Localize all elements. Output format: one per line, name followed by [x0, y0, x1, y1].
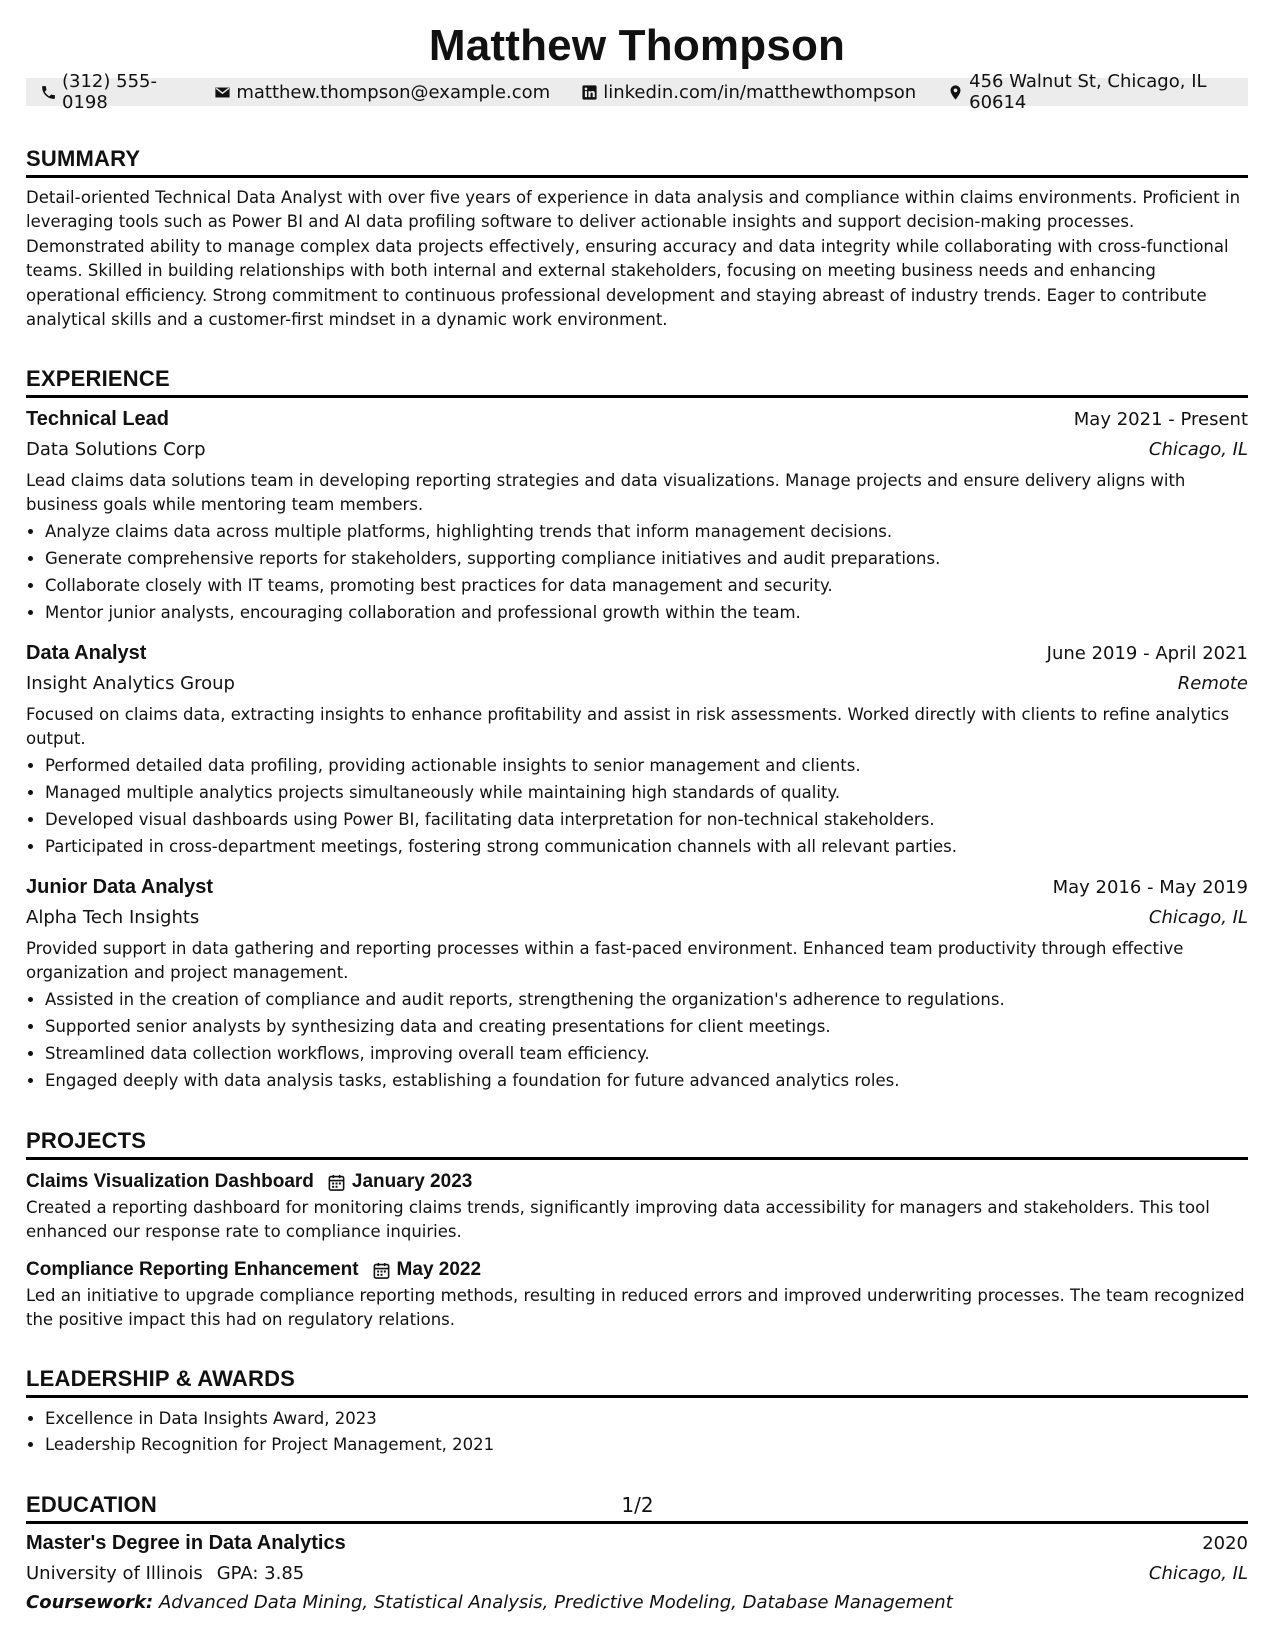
- job-bullets: [26, 986, 1248, 1094]
- contact-address[interactable]: [933, 71, 1248, 113]
- job-title: Data Analyst: [26, 642, 147, 665]
- education-heading: EDUCATION: [26, 1492, 1248, 1524]
- graduation-year: 2020: [1202, 1533, 1248, 1555]
- job-entry: [26, 872, 1248, 1094]
- experience-heading: EXPERIENCE: [26, 366, 1248, 398]
- project-entry: [26, 1168, 1248, 1244]
- school-location: Chicago, IL: [1148, 1563, 1248, 1585]
- job-description: Lead claims data solutions team in developing reporting strategies and data visualizations. Manage projects and ensure delivery aligns with business goals while mentoring team members.: [26, 471, 1186, 515]
- job-bullet: • Supported senior analysts by synthesizing data and creating presentations for client meetings.: [45, 1013, 1248, 1040]
- awards-list: [26, 1406, 1248, 1458]
- coursework-list: Advanced Data Mining, Statistical Analysis, Predictive Modeling, Database Management: [158, 1592, 953, 1614]
- job-bullet: • Generate comprehensive reports for stakeholders, supporting compliance initiatives and audit preparations.: [45, 545, 1248, 572]
- projects-section: [26, 1128, 1248, 1332]
- resume-page: [26, 18, 1248, 1617]
- project-date: May 2022: [396, 1259, 482, 1281]
- awards-section: [26, 1366, 1248, 1458]
- job-company: Insight Analytics Group: [26, 673, 235, 695]
- summary-text: Detail-oriented Technical Data Analyst with over five years of experience in data analysis and compliance within claims environments. Proficient in leveraging tools such as Power BI and AI data profiling software to deliver actionable insights and support decision-making processes. Demonstrated ability to manage complex data projects effectively, ensuring accuracy and data integrity while collaborating with cross-functional teams. Skilled in building relationships with both internal and external stakeholders, focusing on meeting business needs and enhancing operational efficiency. Strong commitment to continuous professional development and staying abreast of industry trends. Eager to contribute analytical skills and a customer-first mindset in a dynamic work environment.: [26, 188, 1241, 330]
- job-dates: May 2021 - Present: [1073, 409, 1248, 431]
- gpa: GPA: 3.85: [216, 1563, 305, 1585]
- project-description: Led an initiative to upgrade compliance reporting methods, resulting in reduced errors and improved underwriting processes. The team recognized the positive impact this had on regulatory relations.: [26, 1286, 1245, 1330]
- degree-name: Master's Degree in Data Analytics: [26, 1532, 346, 1555]
- coursework-label: Coursework:: [26, 1592, 154, 1614]
- job-bullets: [26, 752, 1248, 860]
- page-number: 1/2: [621, 1493, 654, 1517]
- job-bullet: • Streamlined data collection workflows, improving overall team efficiency.: [45, 1040, 1248, 1067]
- project-description: Created a reporting dashboard for monitoring claims trends, significantly improving data accessibility for managers and stakeholders. This tool enhanced our response rate to compliance inquiries.: [26, 1198, 1210, 1242]
- job-bullet: • Mentor junior analysts, encouraging collaboration and professional growth within the team.: [45, 599, 1248, 626]
- contact-bar: [26, 71, 1248, 113]
- job-company: Alpha Tech Insights: [26, 907, 200, 929]
- job-title: Technical Lead: [26, 408, 170, 431]
- job-bullet: • Developed visual dashboards using Power BI, facilitating data interpretation for non-technical stakeholders.: [45, 806, 1248, 833]
- contact-address-text: 456 Walnut St, Chicago, IL 60614: [969, 71, 1207, 113]
- projects-heading: PROJECTS: [26, 1128, 1248, 1160]
- job-description: Provided support in data gathering and reporting processes within a fast-paced environment. Enhanced team productivity through effective organization and project management.: [26, 939, 1184, 983]
- project-name: Compliance Reporting Enhancement: [26, 1259, 359, 1281]
- map-pin-icon: [947, 84, 964, 101]
- school-name: University of Illinois: [26, 1563, 203, 1585]
- phone-icon: [40, 84, 57, 101]
- award-item: • Excellence in Data Insights Award, 2023: [45, 1406, 1248, 1432]
- job-bullet: • Assisted in the creation of compliance and audit reports, strengthening the organization's adherence to regulations.: [45, 986, 1248, 1013]
- job-dates: May 2016 - May 2019: [1052, 877, 1248, 899]
- candidate-name: Matthew Thompson: [428, 21, 846, 70]
- project-entry: [26, 1256, 1248, 1332]
- job-location: Remote: [1177, 673, 1248, 695]
- job-bullet: • Analyze claims data across multiple platforms, highlighting trends that inform management decisions.: [45, 518, 1248, 545]
- envelope-icon: [214, 84, 231, 101]
- job-bullets: [26, 518, 1248, 626]
- contact-linkedin-text: linkedin.com/in/matthewthompson: [603, 81, 917, 103]
- contact-phone[interactable]: [26, 71, 200, 113]
- summary-heading: SUMMARY: [26, 146, 1248, 178]
- linkedin-icon: [581, 84, 598, 101]
- award-item: • Leadership Recognition for Project Management, 2021: [45, 1432, 1248, 1458]
- job-location: Chicago, IL: [1148, 439, 1248, 461]
- job-entry: [26, 638, 1248, 860]
- contact-email-text: matthew.thompson@example.com: [236, 81, 551, 103]
- contact-email[interactable]: [200, 78, 567, 106]
- job-dates: June 2019 - April 2021: [1046, 643, 1248, 665]
- job-bullet: • Participated in cross-department meetings, fostering strong communication channels with all relevant parties.: [45, 833, 1248, 860]
- job-description: Focused on claims data, extracting insights to enhance profitability and assist in risk assessments. Worked directly with clients to refine analytics output.: [26, 705, 1230, 749]
- job-title: Junior Data Analyst: [26, 876, 214, 899]
- project-date: January 2023: [351, 1171, 473, 1193]
- experience-section: [26, 366, 1248, 1094]
- contact-linkedin[interactable]: [567, 78, 933, 106]
- job-company: Data Solutions Corp: [26, 439, 206, 461]
- job-bullet: • Managed multiple analytics projects simultaneously while maintaining high standards of quality.: [45, 779, 1248, 806]
- job-entry: [26, 404, 1248, 626]
- job-bullet: • Performed detailed data profiling, providing actionable insights to senior management and clients.: [45, 752, 1248, 779]
- job-bullet: • Collaborate closely with IT teams, promoting best practices for data management and security.: [45, 572, 1248, 599]
- job-location: Chicago, IL: [1148, 907, 1248, 929]
- calendar-icon: [327, 1173, 346, 1192]
- job-bullet: • Engaged deeply with data analysis tasks, establishing a foundation for future advanced analytics roles.: [45, 1067, 1248, 1094]
- education-entry: [26, 1528, 1248, 1617]
- calendar-icon: [372, 1261, 391, 1280]
- coursework: [26, 1589, 1248, 1617]
- awards-heading: LEADERSHIP & AWARDS: [26, 1366, 1248, 1398]
- project-name: Claims Visualization Dashboard: [26, 1171, 314, 1193]
- summary-section: [26, 146, 1248, 332]
- contact-phone-text: (312) 555-0198: [62, 71, 157, 113]
